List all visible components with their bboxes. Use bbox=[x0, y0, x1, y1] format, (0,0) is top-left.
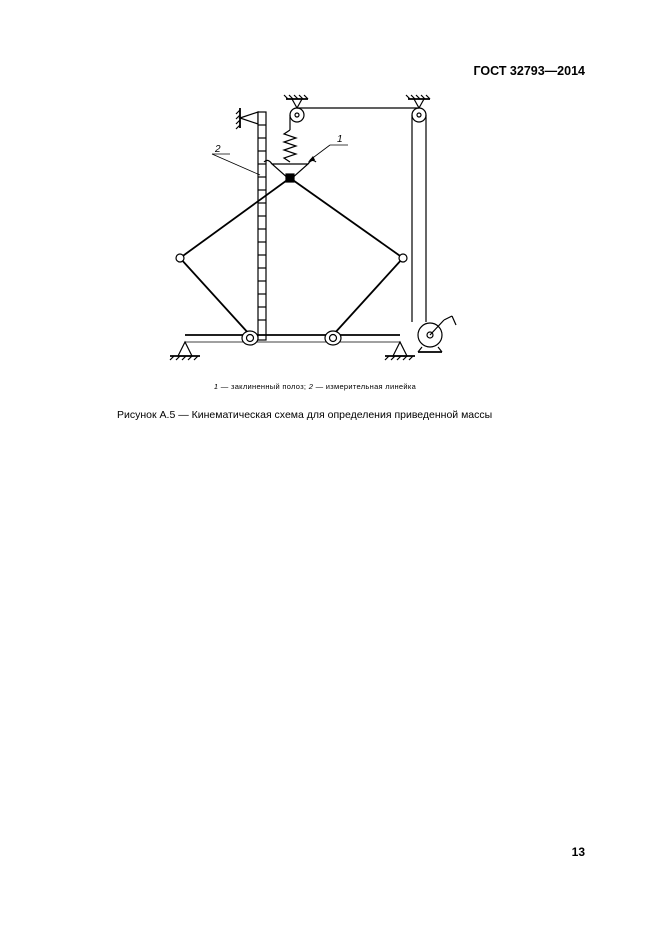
callout-1-label: 1 bbox=[337, 134, 343, 145]
cable bbox=[297, 108, 426, 322]
callout-2 bbox=[212, 144, 260, 175]
linkage bbox=[180, 178, 403, 335]
measuring-ruler bbox=[258, 112, 266, 340]
legend-item2-text: — измерительная линейка bbox=[313, 382, 417, 391]
base-beam bbox=[185, 335, 400, 342]
base-support-right bbox=[385, 342, 415, 360]
kinematic-diagram bbox=[160, 90, 460, 385]
callout-2-label: 2 bbox=[215, 144, 221, 155]
callout-1 bbox=[308, 134, 348, 162]
kinematic-scheme-svg bbox=[160, 90, 460, 380]
legend-item1-text: — заклиненный полоз; bbox=[218, 382, 309, 391]
joint-left bbox=[176, 254, 184, 262]
joint-right bbox=[399, 254, 407, 262]
figure-title: Рисунок А.5 — Кинематическая схема для определения приведенной массы bbox=[117, 409, 493, 421]
standard-code: ГОСТ 32793—2014 bbox=[473, 64, 585, 78]
legend-item1-number: 1 bbox=[213, 382, 219, 391]
winch-drum bbox=[418, 316, 456, 352]
figure-legend bbox=[100, 382, 530, 391]
base-pivot-left bbox=[242, 331, 258, 345]
wall-support-top-left bbox=[236, 108, 258, 129]
base-support-left bbox=[170, 342, 200, 360]
base-pivot-right bbox=[325, 331, 341, 345]
legend-item2-number: 2 bbox=[308, 382, 314, 391]
page-number: 13 bbox=[571, 845, 585, 859]
